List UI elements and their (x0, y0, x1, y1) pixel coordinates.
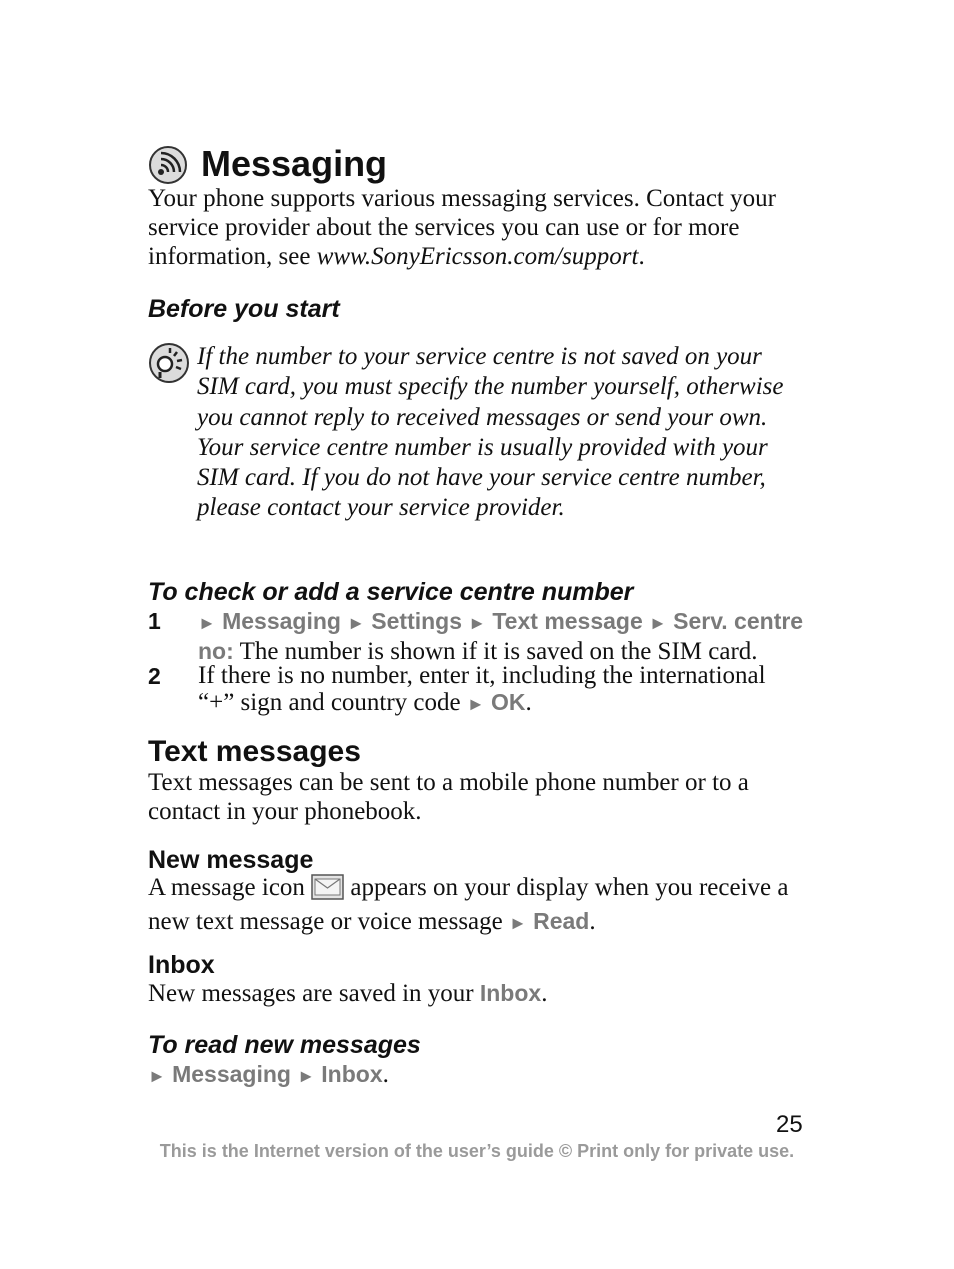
new-message-heading: New message (148, 846, 314, 874)
step-2-number: 2 (148, 663, 161, 689)
support-link: www.SonyEricsson.com/support (316, 243, 639, 270)
envelope-icon (311, 874, 344, 907)
arrow-icon: ► (509, 913, 527, 933)
inbox-end: . (541, 980, 548, 1007)
step-1-text (198, 607, 808, 666)
tip-icon (148, 342, 190, 384)
step-1-body: The number is shown if it is saved on the SIM card. (233, 638, 758, 665)
step-2-body: If there is no number, enter it, including the international “+” sign and country code (198, 662, 766, 716)
intro-paragraph (148, 184, 798, 271)
menu-read: Read (533, 908, 590, 934)
menu-text-message: Text message (492, 608, 643, 634)
arrow-icon: ► (466, 694, 485, 714)
read-new-text (148, 1060, 808, 1091)
intro-text: Your phone supports various messaging services. Contact your service provider about the services you can use or for more information, see (148, 185, 776, 270)
inbox-body: New messages are saved in your (148, 980, 480, 1007)
text-messages-heading: Text messages (148, 735, 361, 768)
before-you-start-heading: Before you start (148, 295, 340, 323)
arrow-icon: ► (148, 1066, 166, 1086)
footer-notice: This is the Internet version of the user’s guide © Print only for private use. (159, 1141, 795, 1161)
intro-end: . (638, 243, 645, 270)
arrow-icon: ► (468, 613, 487, 633)
messaging-icon (148, 145, 190, 185)
new-message-body-2: appears on your display when you receive a new text message or voice message (148, 874, 789, 935)
read-new-heading: To read new messages (148, 1031, 421, 1059)
tip-text: If the number to your service centre is not saved on your SIM card, you must specify the number yourself, otherwise you cannot reply to received messages or send your own. Your service centre number is usually provided with your SIM card. If you do not have your service centre number, please contact your service provider. (197, 343, 784, 522)
arrow-icon: ► (198, 613, 216, 633)
arrow-icon: ► (649, 613, 667, 633)
menu-inbox: Inbox (479, 980, 542, 1006)
step-2-end: . (525, 689, 532, 716)
step-2-text (198, 662, 808, 718)
menu-messaging: Messaging (222, 608, 341, 634)
menu-inbox: Inbox (321, 1061, 383, 1087)
arrow-icon: ► (347, 613, 366, 633)
new-message-body-1: A message icon (148, 874, 312, 901)
step-1-number: 1 (148, 608, 161, 634)
check-centre-heading: To check or add a service centre number (148, 578, 634, 606)
page-title: Messaging (201, 143, 388, 184)
text-messages-body: Text messages can be sent to a mobile phone number or to a contact in your phonebook. (148, 769, 749, 825)
inbox-heading: Inbox (148, 951, 215, 979)
page-number: 25 (776, 1111, 803, 1138)
inbox-text (148, 979, 808, 1008)
menu-messaging: Messaging (172, 1061, 291, 1087)
menu-settings: Settings (371, 608, 463, 634)
read-new-end: . (382, 1061, 389, 1088)
menu-ok: OK (490, 689, 526, 715)
new-message-text (148, 873, 808, 938)
menu-serv-centre: Serv. centre no: (198, 608, 804, 664)
arrow-icon: ► (297, 1066, 316, 1086)
new-message-end: . (589, 908, 596, 935)
